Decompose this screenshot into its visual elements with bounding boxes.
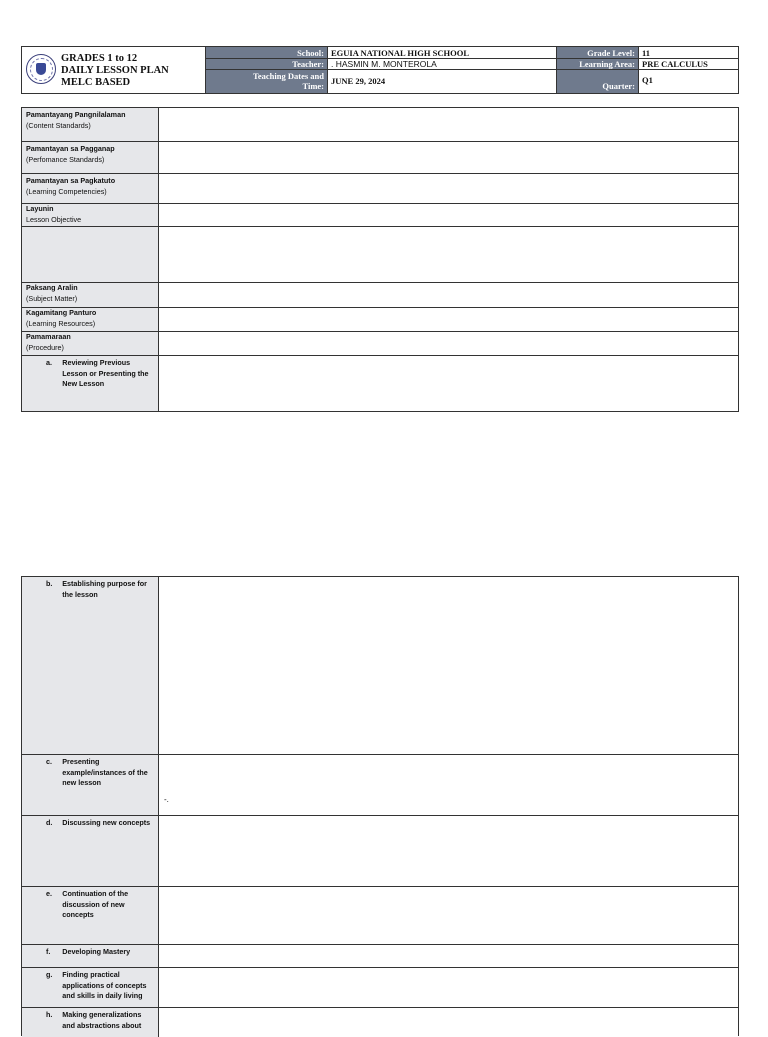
title-line-3: MELC BASED <box>61 77 131 88</box>
row-label <box>22 283 159 307</box>
row-title: Pamantayang Pangnilalaman <box>26 110 126 119</box>
row-performance-standards <box>22 142 738 174</box>
label-grade-level: Grade Level: <box>557 47 638 59</box>
label-teacher: Teacher: <box>206 59 327 70</box>
procedure-text: Making generalizations and abstractions about <box>62 1010 142 1030</box>
row-label <box>22 142 159 173</box>
row-procedure-f <box>22 945 738 968</box>
procedure-letter: b. <box>46 579 53 588</box>
row-label <box>22 204 159 226</box>
value-learning-area: PRE CALCULUS <box>639 59 738 70</box>
row-procedure-d <box>22 816 738 887</box>
row-objective-blank <box>22 227 738 283</box>
procedure-text: Finding practical applications of concepts and skills in daily living <box>62 970 147 1000</box>
row-label <box>22 227 159 282</box>
header-values-left <box>327 47 556 93</box>
header-labels-left <box>205 47 327 93</box>
value-quarter: Q1 <box>642 75 653 85</box>
row-subtitle: (Learning Competencies) <box>26 186 107 196</box>
row-label <box>22 755 159 815</box>
procedure-letter: e. <box>46 889 52 898</box>
row-label <box>22 945 159 967</box>
value-teacher: . HASMIN M. MONTEROLA <box>328 59 556 70</box>
row-subtitle: (Learning Resources) <box>26 318 96 328</box>
procedure-letter: h. <box>46 1010 53 1019</box>
procedure-c-note: -. <box>164 795 169 804</box>
row-procedure-b <box>22 577 738 755</box>
title-line-1: GRADES 1 to 12 <box>61 53 138 64</box>
row-label <box>22 356 159 411</box>
row-label <box>22 174 159 203</box>
row-procedure-h <box>22 1008 738 1037</box>
procedure-text: Developing Mastery <box>62 947 131 956</box>
row-title: Layunin <box>26 204 54 213</box>
procedure-letter: f. <box>46 947 51 956</box>
label-school: School: <box>206 47 327 59</box>
row-label <box>22 1008 159 1037</box>
label-teaching-dates-line1: Teaching Dates and <box>252 71 324 81</box>
row-learning-competencies <box>22 174 738 204</box>
row-title: Paksang Aralin <box>26 283 78 292</box>
row-subtitle: (Content Standards) <box>26 120 91 130</box>
title-line-2: DAILY LESSON PLAN <box>61 65 169 76</box>
procedure-text: Establishing purpose for the lesson <box>62 579 147 599</box>
row-learning-resources <box>22 308 738 332</box>
row-label <box>22 108 159 141</box>
header-title-cell <box>22 47 205 93</box>
row-procedure-g <box>22 968 738 1008</box>
row-title: Pamantayan sa Pagkatuto <box>26 176 116 185</box>
row-label <box>22 968 159 1007</box>
row-content-standards <box>22 108 738 142</box>
row-subtitle: Lesson Objective <box>26 214 82 224</box>
header-values-right <box>638 47 738 93</box>
procedure-letter: a. <box>46 358 52 367</box>
procedure-text: Continuation of the discussion of new concepts <box>62 889 129 919</box>
procedure-text: Discussing new concepts <box>62 818 151 827</box>
row-procedure-e <box>22 887 738 945</box>
header-title <box>61 53 169 89</box>
lesson-table-part2 <box>21 576 739 1036</box>
row-label <box>22 577 159 754</box>
row-procedure <box>22 332 738 356</box>
row-label <box>22 816 159 886</box>
row-procedure-a <box>22 356 738 411</box>
row-procedure-c <box>22 755 738 816</box>
row-title: Pamamaraan <box>26 332 71 341</box>
row-title: Pamantayan sa Pagganap <box>26 144 115 153</box>
row-label <box>22 332 159 355</box>
value-school: EGUIA NATIONAL HIGH SCHOOL <box>328 47 556 59</box>
row-label <box>22 308 159 331</box>
procedure-letter: g. <box>46 970 53 979</box>
row-subtitle: (Subject Matter) <box>26 293 78 303</box>
value-date: JUNE 29, 2024 <box>331 76 386 86</box>
procedure-letter: d. <box>46 818 53 827</box>
label-teaching-dates-line2: Time: <box>302 81 324 91</box>
row-subtitle: (Perfomance Standards) <box>26 154 105 164</box>
label-teaching-dates <box>206 70 327 93</box>
row-subject-matter <box>22 283 738 308</box>
row-subtitle: (Procedure) <box>26 342 64 352</box>
procedure-text: Presenting example/instances of the new lesson <box>62 757 148 787</box>
header-labels-right <box>556 47 638 93</box>
procedure-text: Reviewing Previous Lesson or Presenting the New Lesson <box>62 358 149 388</box>
label-quarter: Quarter: <box>602 81 635 91</box>
row-label <box>22 887 159 944</box>
label-learning-area: Learning Area: <box>557 59 638 70</box>
deped-seal-icon <box>26 54 56 84</box>
lesson-table-part1 <box>21 107 739 412</box>
procedure-letter: c. <box>46 757 52 766</box>
value-grade-level: 11 <box>639 47 738 59</box>
row-lesson-objective <box>22 204 738 227</box>
lesson-plan-header <box>21 46 739 94</box>
row-title: Kagamitang Panturo <box>26 308 97 317</box>
